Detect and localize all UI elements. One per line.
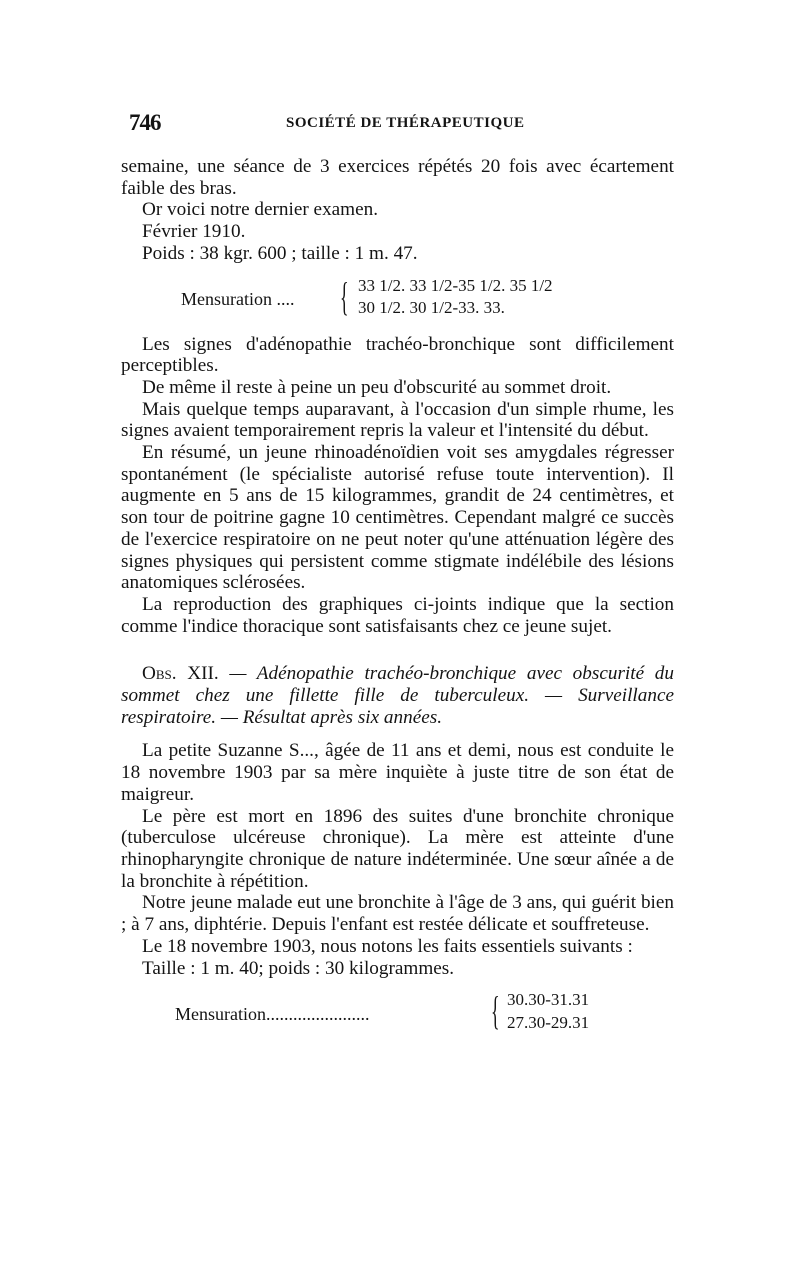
observation-number: Obs. XII.	[142, 663, 219, 685]
paragraph-obscurity: De même il reste à peine un peu d'obscurité au sommet droit.	[142, 376, 612, 398]
running-title: SOCIÉTÉ DE THÉRAPEUTIQUE	[286, 115, 525, 131]
measurement-block-1	[121, 273, 674, 322]
paragraph-findings-intro: Le 18 novembre 1903, nous notons les faits essentiels suivants :	[142, 935, 633, 957]
paragraph-weight-height: Poids : 38 kgr. 600 ; taille : 1 m. 47.	[142, 242, 418, 264]
brace-glyph: {	[340, 273, 349, 319]
paragraph-summary: En résumé, un jeune rhinoadénoïdien voit ses amygdales régresser spontanément (le spécialiste autorisé refuse toute intervention). Il augmente en 5 ans de 15 kilogrammes, grandit de 24 centimètres, et son tour de poitrine gagne 10 centimètres. Cependant malgré ce succès de l'exercice respiratoire on ne peut noter qu'une atténuation légère des signes physiques qui persistent comme stigmate indélébile des lésions anatomiques sclérosées.	[121, 442, 674, 594]
paragraph-rhume: Mais quelque temps auparavant, à l'occasion d'un simple rhume, les signes avaient temporairement repris la valeur et l'intensité du début.	[121, 398, 674, 442]
measurement-label: Mensuration.......................	[175, 1004, 370, 1025]
measurement-label: Mensuration ....	[181, 288, 295, 309]
measurement-row-upper: 33 1/2. 33 1/2-35 1/2. 35 1/2	[358, 275, 553, 295]
paragraph-family-history: Le père est mort en 1896 des suites d'une bronchite chronique (tuberculose ulcéreuse chronique). La mère est atteinte d'une rhinopharyngite chronique de nature indéterminée. Une sœur aînée a de la bronchite à répétition.	[121, 805, 674, 892]
page-number: 746	[129, 110, 161, 135]
running-header	[121, 110, 674, 140]
measurement-row-upper: 30.30-31.31	[507, 990, 590, 1010]
paragraph-date: Février 1910.	[142, 221, 246, 243]
observation-title: — Adénopathie trachéo-bronchique avec obscurité du sommet chez une fillette fille de tuberculeux. — Surveillance respiratoire. — Résultat après six années.	[121, 663, 674, 728]
paragraph-patient-history: Notre jeune malade eut une bronchite à l'âge de 3 ans, qui guérit bien ; à 7 ans, diphtérie. Depuis l'enfant est restée délicate et souffreteuse.	[121, 892, 674, 936]
measurement-row-lower: 27.30-29.31	[507, 1013, 590, 1033]
measurement-row-lower: 30 1/2. 30 1/2-33. 33.	[358, 297, 505, 317]
brace-glyph: {	[491, 988, 500, 1034]
book-page	[121, 110, 674, 1048]
observation-heading	[121, 663, 674, 728]
paragraph-patient-intro: La petite Suzanne S..., âgée de 11 ans et demi, nous est conduite le 18 novembre 1903 par sa mère inquiète à juste titre de son état de maigreur.	[121, 740, 674, 805]
paragraph-continuation: semaine, une séance de 3 exercices répétés 20 fois avec écartement faible des bras.	[121, 156, 674, 199]
paragraph-signs: Les signes d'adénopathie trachéo-bronchique sont difficilement perceptibles.	[121, 333, 674, 377]
paragraph-last-exam: Or voici notre dernier examen.	[142, 199, 379, 221]
paragraph-graphs: La reproduction des graphiques ci-joints indique que la section comme l'indice thoracique sont satisfaisants chez ce jeune sujet.	[121, 593, 674, 637]
paragraph-height-weight: Taille : 1 m. 40; poids : 30 kilogrammes.	[142, 957, 455, 979]
measurement-block-2	[121, 990, 674, 1036]
